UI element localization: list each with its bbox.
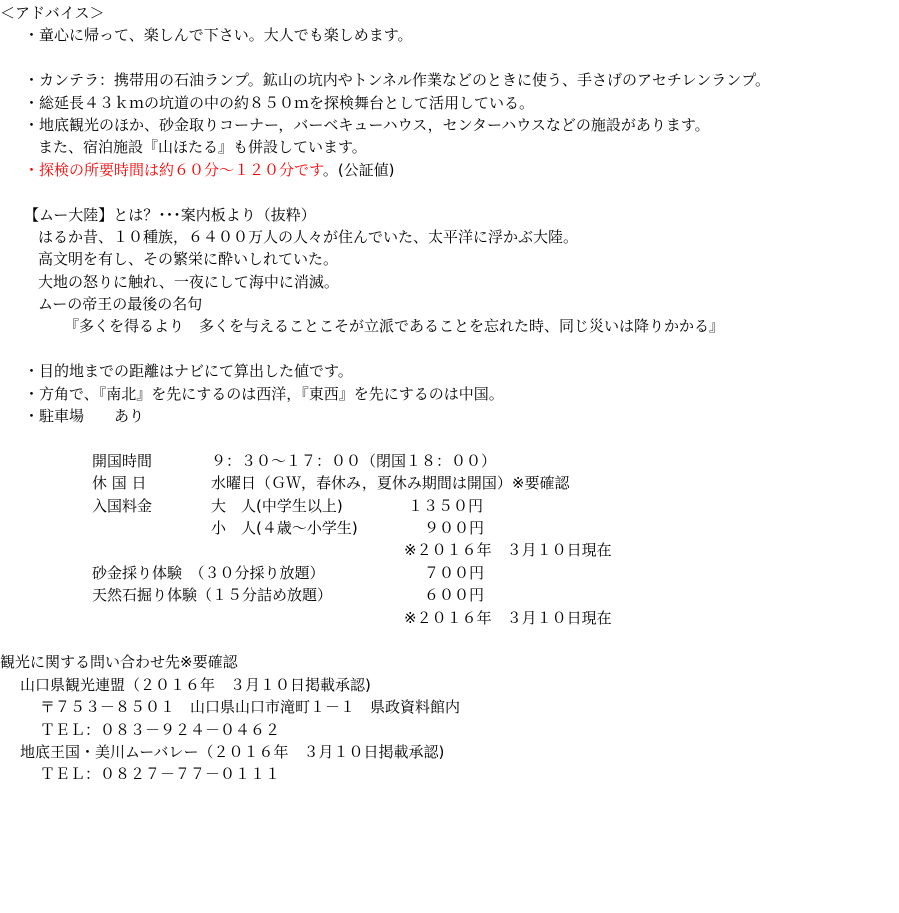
info-hours-value: ９：３０～１７：００（閉国１８：００） (211, 451, 497, 470)
mu-quote: 『多くを得るより 多くを与えることこそが立派であることを忘れた時、同じ災いは降りかかる』 (64, 317, 725, 336)
info-fee-child (0, 517, 899, 539)
info-closed-label: 休 国 日 (92, 474, 147, 493)
advice-line-3: ・総延長４３ｋｍの坑道の中の約８５０ｍを探検舞台として活用している。 (24, 93, 535, 112)
info-stone-value: ６００円 (424, 586, 485, 605)
advice-line-6 (0, 159, 899, 181)
info-fee-adult (0, 495, 899, 517)
document (0, 2, 899, 786)
contact-org-1: 山口県観光連盟（２０１６年 ３月１０日掲載承認) (20, 675, 371, 694)
advice-line-5: また、宿泊施設『山ほたる』も併設しています。 (38, 138, 367, 157)
contact-org-2: 地底王国・美川ムーバレー（２０１６年 ３月１０日掲載承認) (20, 742, 445, 761)
note-line-3: ・駐車場 あり (24, 407, 145, 426)
info-hours-label: 開国時間 (92, 451, 153, 470)
spacer (0, 629, 899, 651)
contact-org-1-tel: ＴＥＬ：０８３－９２４－０４６２ (40, 720, 281, 739)
mu-line-3: 大地の怒りに触れ、一夜にして海中に消滅。 (38, 272, 339, 291)
mu-line-4: ムーの帝王の最後の名句 (38, 295, 203, 314)
info-fee-note: ※２０１６年 ３月１０日現在 (404, 541, 612, 560)
advice-line-6-rest: 。(公証値) (322, 160, 395, 179)
advice-line-2: ・カンテラ：携帯用の石油ランプ。鉱山の坑内やトンネル作業などのときに使う、手さげのアセチレンランプ。 (24, 71, 771, 90)
spacer (0, 338, 899, 360)
info-closed (0, 472, 899, 494)
info-gold-label: 砂金採り体験 （３０分採り放題） (92, 563, 325, 582)
advice-line-6-highlight: ・探検の所要時間は約６０分～１２０分です (24, 160, 323, 179)
contact-heading: 観光に関する問い合わせ先※要確認 (0, 653, 238, 672)
info-hours (0, 450, 899, 472)
info-adult-label: 大 人(中学生以上) (211, 496, 343, 515)
mu-line-1: はるか昔、１０種族，６４００万人の人々が住んでいた、太平洋に浮かぶ大陸。 (38, 227, 579, 246)
spacer (0, 47, 899, 69)
advice-line-4: ・地底観光のほか、砂金取りコーナー，バーベキューハウス，センターハウスなどの施設があります。 (24, 115, 710, 134)
info-gold (0, 562, 899, 584)
info-child-label: 小 人(４歳～小学生) (211, 518, 358, 537)
info-gold-value: ７００円 (424, 563, 485, 582)
contact-org-1-address: 〒７５３－８５０１ 山口県山口市滝町１－１ 県政資料館内 (40, 698, 461, 717)
info-child-value: ９００円 (424, 518, 485, 537)
mu-line-2: 高文明を有し、その繁栄に酔いしれていた。 (38, 250, 339, 269)
info-fee-label: 入国料金 (92, 496, 153, 515)
mu-heading: 【ムー大陸】とは？･･･案内板より（抜粋） (24, 205, 316, 224)
info-exp-note: ※２０１６年 ３月１０日現在 (404, 608, 612, 627)
info-stone (0, 584, 899, 606)
advice-line-1: ・童心に帰って、楽しんで下さい。大人でも楽しめます。 (24, 26, 413, 45)
spacer (0, 181, 899, 203)
info-exp-note-row (0, 607, 899, 629)
info-closed-value: 水曜日（ＧＷ，春休み，夏休み期間は開国）※要確認 (211, 474, 570, 493)
advice-heading: ＜アドバイス＞ (0, 4, 105, 22)
info-adult-value: １３５０円 (408, 496, 484, 515)
spacer (0, 427, 899, 449)
note-line-2: ・方角で、『南北』を先にするのは西洋，『東西』を先にするのは中国。 (24, 384, 504, 403)
contact-org-2-tel: ＴＥＬ：０８２７－７７－０１１１ (40, 765, 281, 784)
note-line-1: ・目的地までの距離はナビにて算出した値です。 (24, 362, 353, 381)
info-stone-label: 天然石掘り体験（１５分詰め放題） (92, 586, 333, 605)
info-fee-note-row (0, 539, 899, 561)
